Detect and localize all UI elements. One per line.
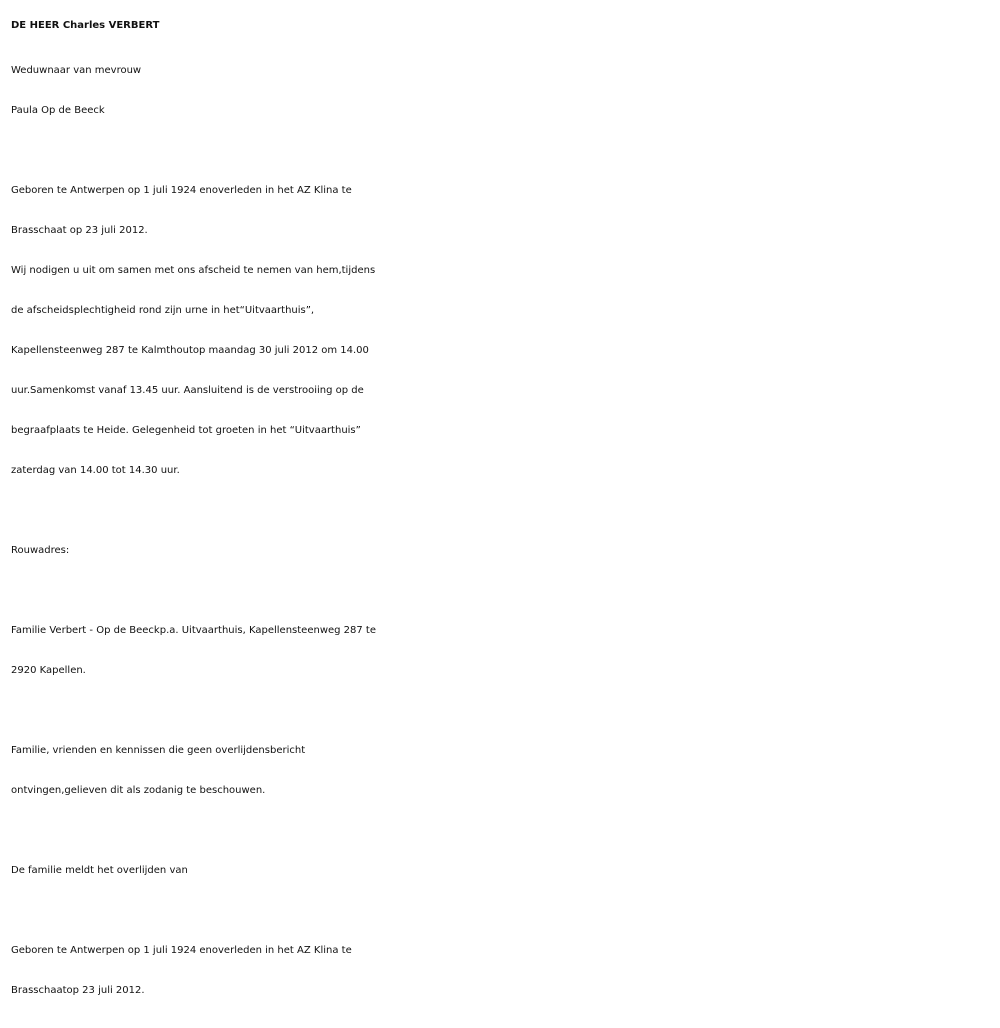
text-line: Paula Op de Beeck xyxy=(11,105,105,116)
blank-line xyxy=(11,131,988,171)
text-line: Geboren te Antwerpen op 1 juli 1924 enoverleden in het AZ Klina te xyxy=(11,185,352,196)
text-line: uur.Samenkomst vanaf 13.45 uur. Aansluitend is de verstrooiing op de xyxy=(11,385,364,396)
text-line: Geboren te Antwerpen op 1 juli 1924 enoverleden in het AZ Klina te xyxy=(11,945,352,956)
blank-line xyxy=(11,691,988,731)
text-line: Brasschaat op 23 juli 2012. xyxy=(11,225,148,236)
text-line: Familie Verbert - Op de Beeckp.a. Uitvaarthuis, Kapellensteenweg 287 te xyxy=(11,625,377,636)
blank-line xyxy=(11,891,988,931)
text-line: Brasschaatop 23 juli 2012. xyxy=(11,985,145,996)
text-line: Wij nodigen u uit om samen met ons afscheid te nemen van hem,tijdens xyxy=(11,265,376,276)
text-line: de afscheidsplechtigheid rond zijn urne in het“Uitvaarthuis”, xyxy=(11,305,315,316)
text-line: 2920 Kapellen. xyxy=(11,665,86,676)
text-line: begraafplaats te Heide. Gelegenheid tot groeten in het “Uitvaarthuis” xyxy=(11,425,361,436)
blank-line xyxy=(11,491,988,531)
deceased-name-heading: DE HEER Charles VERBERT xyxy=(11,20,160,31)
text-line: Familie, vrienden en kennissen die geen overlijdensbericht xyxy=(11,745,306,756)
text-line: Weduwnaar van mevrouw xyxy=(11,65,142,76)
text-line: De familie meldt het overlijden van xyxy=(11,865,188,876)
text-line: Kapellensteenweg 287 te Kalmthoutop maandag 30 juli 2012 om 14.00 xyxy=(11,345,369,356)
blank-line xyxy=(11,571,988,611)
text-line: ontvingen,gelieven dit als zodanig te beschouwen. xyxy=(11,785,266,796)
text-line: zaterdag van 14.00 tot 14.30 uur. xyxy=(11,465,180,476)
text-line: Rouwadres: xyxy=(11,545,70,556)
obituary-body xyxy=(11,51,988,1011)
blank-line xyxy=(11,811,988,851)
